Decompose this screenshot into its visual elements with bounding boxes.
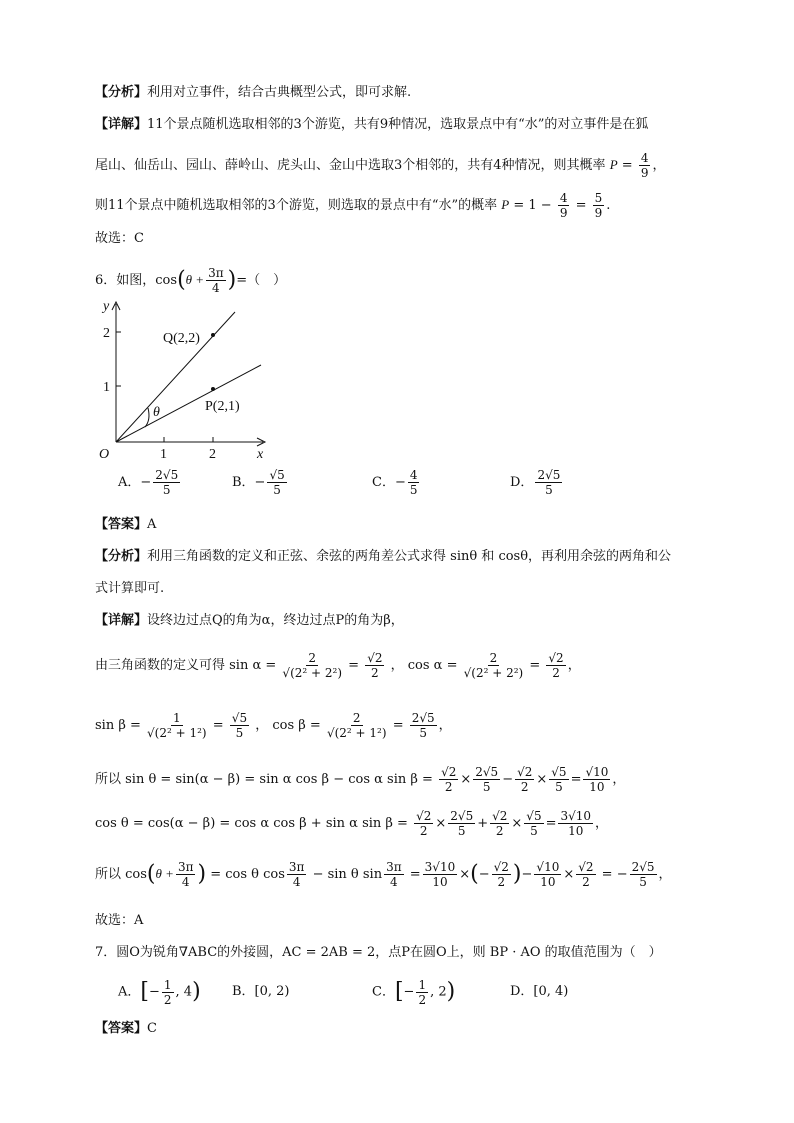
fraction — [639, 151, 651, 180]
q6-option-a[interactable] — [118, 468, 182, 497]
math-var: P — [501, 197, 510, 212]
option-label: A．− — [118, 475, 152, 490]
numerator: 3√10 — [560, 809, 592, 823]
option-label: A． — [118, 984, 141, 1000]
answer-blank: =（ ） — [236, 273, 287, 288]
numerator: 1 — [172, 711, 181, 725]
math-op: − — [521, 867, 533, 882]
numerator: √2 — [578, 860, 594, 874]
numerator: √2 — [493, 860, 509, 874]
numerator: 2√5 — [631, 860, 655, 874]
numerator: 3√10 — [424, 860, 456, 874]
fraction — [282, 651, 342, 680]
math-op: − — [403, 984, 415, 1000]
math-text: 由三角函数的定义可得 sin α = — [95, 658, 277, 673]
fraction — [546, 651, 565, 680]
s5-detail-2 — [95, 148, 665, 182]
math-op: = — [621, 158, 633, 173]
math-op: = — [392, 718, 404, 733]
option-label: C． — [372, 984, 395, 1000]
fraction — [492, 860, 511, 889]
math-text: cos θ = cos(α − β) = cos α cos β + sin α sin β = — [95, 816, 408, 831]
answer-value: C — [147, 1021, 157, 1036]
numerator: √10 — [585, 765, 609, 779]
numerator: 1 — [163, 977, 172, 992]
math-op: = — [348, 658, 360, 673]
fraction — [515, 765, 534, 794]
y-axis-label: y — [103, 299, 110, 314]
q6-graph — [95, 292, 280, 462]
numerator: 3π — [177, 860, 194, 874]
q6-detail-2: 由三角函数的定义可得 sin α = $\frac{2}{\text{√(2² + 2²)}}$ = $\frac{√2}{2}$ ， cos α = $\frac{2}{\text{√(2² + 2²)}}$ = $\frac{√2}{2}$ ， — [95, 651, 581, 680]
numerator: 2√5 — [475, 765, 499, 779]
math-op: = — [545, 816, 557, 831]
numerator: 2 — [489, 651, 498, 665]
denominator: 5 — [639, 875, 647, 889]
math-op: × — [536, 772, 548, 787]
numerator: 5 — [594, 191, 603, 205]
math-op: × — [459, 867, 471, 882]
punct: . — [606, 198, 611, 213]
fraction — [230, 711, 249, 740]
fraction — [327, 711, 387, 740]
numerator: 2√5 — [411, 711, 435, 725]
numerator: 2 — [308, 651, 317, 665]
denominator: 5 — [162, 483, 171, 497]
q6-detail-6: 所以 cos(θ + $\frac{3\pi}{4}$ ) = cos θ cos $\frac{3\pi}{4}$ − sin θ sin $\frac{3\pi}{4}$ = $\frac{3√10}{10}$ ×(− $\frac{√2}{2}$ )− $\frac{√10}{10}$ × $\frac{√2}{2}$ = − $\frac{2√5}{5}$ ， — [95, 860, 672, 889]
denominator: 5 — [482, 780, 491, 794]
denominator: 2 — [497, 875, 506, 889]
math-op: = − — [601, 867, 628, 882]
math-text: 所以 cos — [95, 867, 147, 882]
numerator: 2 — [352, 711, 361, 725]
fraction — [365, 651, 384, 680]
option-label: B．− — [232, 475, 266, 490]
analysis-tag: 【分析】 — [95, 549, 148, 564]
numerator: 1 — [418, 977, 427, 992]
theta-arc — [145, 408, 149, 427]
fraction — [153, 468, 180, 497]
denominator: √(2² + 2²) — [463, 666, 524, 680]
point-q-label: Q(2,2) — [163, 331, 200, 346]
denominator: 5 — [457, 824, 466, 838]
math-text: , 2 — [430, 984, 447, 1000]
point-p-label: P(2,1) — [205, 399, 240, 414]
fraction — [384, 860, 404, 889]
fraction — [147, 711, 207, 740]
detail-tag: 【详解】 — [95, 613, 148, 628]
numerator: √5 — [526, 809, 542, 823]
fraction — [448, 809, 475, 838]
denominator: 2 — [552, 666, 560, 680]
denominator: 4 — [390, 875, 398, 889]
denominator: 2 — [163, 992, 172, 1007]
numerator: 2√5 — [537, 468, 561, 482]
q7-option-c[interactable]: C．[− $\frac{1}{2}$ , 2) — [372, 977, 456, 1007]
math-op: × — [435, 816, 447, 831]
s5-detail-3 — [95, 188, 610, 222]
numerator: √2 — [441, 765, 457, 779]
x-axis-label: x — [257, 447, 264, 462]
denominator: 5 — [273, 483, 281, 497]
math-op: = 1 − — [513, 198, 552, 213]
denominator: 4 — [181, 875, 190, 889]
denominator: 2 — [419, 824, 428, 838]
option-label: C．− — [372, 475, 406, 490]
math-op: = — [409, 867, 421, 882]
denominator: 9 — [559, 206, 568, 220]
denominator: 2 — [520, 780, 529, 794]
denominator: √(2² + 1²) — [147, 726, 207, 740]
numerator: 4 — [640, 151, 649, 165]
q6-detail-4: 所以 sin θ = sin(α − β) = sin α cos β − cos α sin β = $\frac{√2}{2}$ × $\frac{2√5}{5}$ − $\frac{√2}{2}$ × $\frac{√5}{5}$ = $\frac{√10}{10}$ ， — [95, 765, 626, 794]
numerator: 2√5 — [450, 809, 474, 823]
detail-text: 设终边过点Q的角为α，终边过点P的角为β， — [147, 613, 404, 628]
q7-option-d[interactable]: D．[0, 4) — [510, 984, 569, 999]
numerator: 4 — [559, 191, 568, 205]
math-expr: θ + — [185, 272, 205, 287]
math-text: 所以 sin θ = sin(α − β) = sin α cos β − cos α sin β = — [95, 772, 433, 787]
s5-detail-1 — [95, 116, 648, 134]
denominator: 2 — [444, 780, 453, 794]
q6-detail-3: sin β = $\frac{1}{\text{√(2² + 1²)}}$ = $\frac{√5}{5}$ ， cos β = $\frac{2}{\text{√(2² + 1²)}}$ = $\frac{2√5}{5}$ ， — [95, 711, 452, 740]
math-var: P — [609, 157, 618, 172]
fraction — [576, 860, 595, 889]
fraction — [416, 978, 428, 1007]
q7-option-a[interactable]: A．[− $\frac{1}{2}$ , 4) — [118, 977, 201, 1007]
fraction — [162, 978, 174, 1007]
fraction — [176, 860, 196, 889]
fraction — [439, 765, 458, 794]
denominator: 5 — [235, 726, 244, 740]
math-op: − — [148, 984, 160, 1000]
answer-tag: 【答案】 — [95, 1021, 148, 1036]
fraction — [549, 765, 568, 794]
y-tick-1-label: 1 — [103, 380, 110, 395]
math-func: cos — [155, 273, 178, 288]
denominator: 5 — [530, 824, 538, 838]
q6-option-b[interactable] — [232, 468, 289, 497]
numerator: √2 — [548, 651, 564, 665]
fraction — [534, 860, 561, 889]
question-number: 6．如图， — [95, 273, 156, 288]
s5-analysis — [95, 84, 411, 102]
answer-tag: 【答案】 — [95, 517, 148, 532]
denominator: 2 — [418, 992, 427, 1007]
origin-label: O — [99, 447, 110, 462]
q6-option-c[interactable] — [372, 468, 421, 497]
denominator: 9 — [640, 166, 649, 180]
fraction — [490, 809, 509, 838]
fraction — [206, 266, 226, 295]
math-op: = — [212, 718, 224, 733]
numerator: 4 — [409, 468, 418, 482]
analysis-tag: 【分析】 — [95, 85, 148, 100]
denominator: 5 — [419, 726, 428, 740]
math-text: , 4 — [175, 984, 193, 1000]
x-tick-2-label: 2 — [209, 447, 216, 462]
q7-answer — [95, 1020, 157, 1038]
denominator: 5 — [409, 483, 418, 497]
fraction — [473, 765, 500, 794]
denominator: 10 — [432, 875, 448, 889]
fraction — [287, 860, 307, 889]
math-text: = cos θ cos — [210, 867, 285, 882]
denominator: 5 — [545, 483, 553, 497]
numerator: 3π — [288, 860, 305, 874]
numerator: √2 — [416, 809, 432, 823]
math-text: sin β = — [95, 718, 141, 733]
q6-stem: 6．如图，cos(θ + $\frac{3\pi}{4}$ )=（ ） — [95, 266, 287, 295]
fraction — [410, 711, 437, 740]
fraction — [630, 860, 657, 889]
denominator: 2 — [495, 824, 504, 838]
analysis-text: 利用对立事件，结合古典概型公式，即可求解. — [147, 85, 412, 100]
numerator: √2 — [517, 765, 533, 779]
math-op: = — [529, 658, 541, 673]
numerator: √10 — [536, 860, 560, 874]
numerator: √5 — [231, 711, 248, 725]
numerator: 3π — [386, 860, 402, 874]
denominator: √(2² + 2²) — [282, 666, 343, 680]
fraction — [408, 468, 420, 497]
q6-detail-1 — [95, 612, 404, 630]
q6-choice: 故选：A — [95, 913, 144, 928]
detail-text: 尾山、仙岳山、园山、薛岭山、虎头山、金山中选取3个相邻的，共有4种情况，则其概率 — [95, 158, 606, 173]
math-expr: θ + — [155, 866, 174, 881]
detail-text: 11个景点随机选取相邻的3个游览，共有9种情况，选取景点中有“水”的对立事件是在狐 — [147, 117, 649, 132]
denominator: 2 — [582, 875, 590, 889]
math-op: × — [511, 816, 523, 831]
math-text: − sin θ sin — [312, 867, 383, 882]
math-op: × — [563, 867, 575, 882]
fraction — [464, 651, 524, 680]
fraction — [423, 860, 458, 889]
math-op: = — [575, 198, 587, 213]
punct: ， — [652, 158, 666, 173]
detail-tag: 【详解】 — [95, 117, 148, 132]
numerator: √5 — [551, 765, 567, 779]
fraction — [583, 765, 610, 794]
point-q — [211, 333, 215, 337]
q7-option-b[interactable]: B．[0, 2) — [232, 984, 290, 999]
denominator: 10 — [540, 875, 556, 889]
math-text: ， cos α = — [390, 658, 458, 673]
fraction — [414, 809, 433, 838]
math-op: − — [478, 867, 490, 882]
numerator: 2√5 — [155, 468, 179, 482]
denominator: √(2² + 1²) — [326, 726, 387, 740]
math-op: + — [477, 816, 489, 831]
answer-value: A — [147, 517, 157, 532]
numerator: √2 — [367, 651, 383, 665]
y-tick-2-label: 2 — [103, 326, 110, 341]
q7-stem: 7．圆O为锐角∇ABC的外接圆，AC = 2AB = 2，点P在圆O上，则 BP · AO 的取值范围为（ ） — [95, 945, 662, 960]
numerator: √2 — [492, 809, 508, 823]
option-label: D． — [510, 475, 534, 490]
x-tick-1-label: 1 — [160, 447, 167, 462]
math-op: = — [570, 772, 582, 787]
fraction — [558, 191, 570, 220]
fraction — [267, 468, 286, 497]
denominator: 9 — [594, 206, 603, 220]
denominator: 2 — [371, 666, 379, 680]
denominator: 10 — [589, 780, 605, 794]
denominator: 4 — [292, 875, 301, 889]
theta-label: θ — [153, 405, 160, 420]
denominator: 4 — [212, 281, 220, 295]
fraction — [524, 809, 543, 838]
denominator: 5 — [555, 780, 563, 794]
point-p — [211, 387, 215, 391]
q6-analysis-2: 式计算即可. — [95, 581, 165, 596]
s5-choice: 故选：C — [95, 231, 144, 246]
q6-option-d[interactable] — [510, 468, 564, 497]
q6-detail-5: cos θ = cos(α − β) = cos α cos β + sin α sin β = $\frac{√2}{2}$ × $\frac{2√5}{5}$ + $\frac{√2}{2}$ × $\frac{√5}{5}$ = $\frac{3√10}{10}$ ， — [95, 809, 609, 838]
numerator: √5 — [269, 468, 285, 482]
q6-analysis-1 — [95, 548, 671, 566]
detail-text: 则11个景点中随机选取相邻的3个游览，则选取的景点中有“水”的概率 — [95, 198, 498, 213]
fraction — [593, 191, 605, 220]
fraction — [535, 468, 562, 497]
denominator: 10 — [568, 824, 584, 838]
numerator: 3π — [208, 266, 224, 280]
math-op: − — [502, 772, 514, 787]
fraction — [558, 809, 593, 838]
q6-answer — [95, 516, 156, 534]
math-op: × — [460, 772, 472, 787]
math-text: ， cos β = — [255, 718, 321, 733]
analysis-text: 利用三角函数的定义和正弦、余弦的两角差公式求得 sinθ 和 cosθ，再利用余弦的两角和公 — [147, 549, 672, 564]
